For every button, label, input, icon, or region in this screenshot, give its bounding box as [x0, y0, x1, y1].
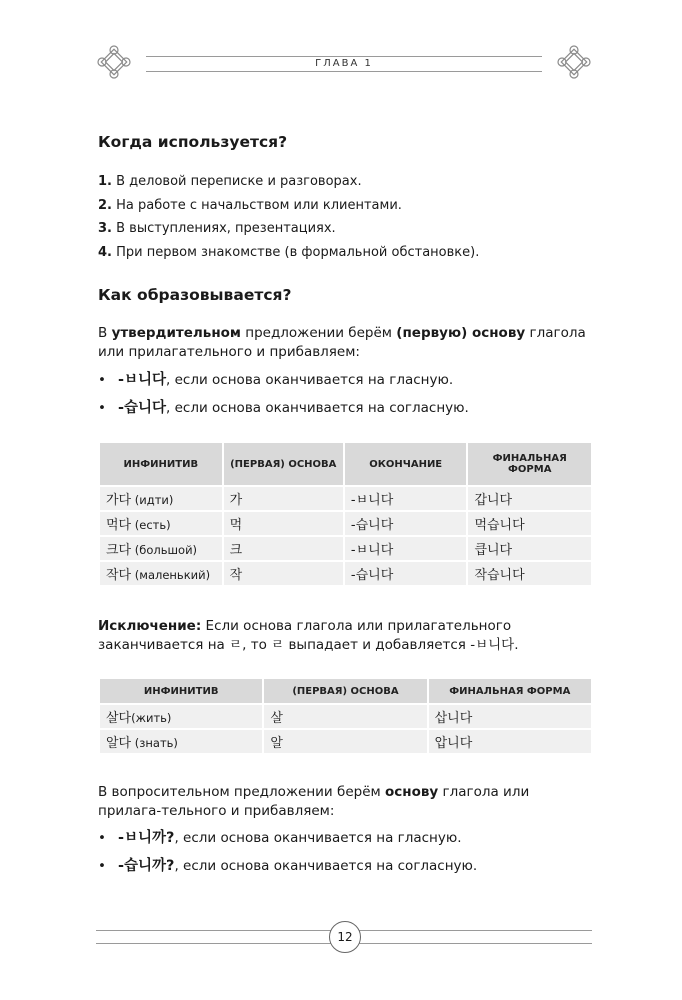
column-header: ИНФИНИТИВ [99, 442, 223, 486]
list-item [98, 194, 593, 218]
stem-cell: 가 [223, 486, 344, 511]
ending-cell: -ㅂ니다 [344, 486, 468, 511]
question-intro [98, 783, 593, 821]
korean-word: 크다 [106, 543, 132, 558]
header-divider-bottom [146, 71, 542, 72]
exception-table [98, 677, 593, 755]
bullet-item [98, 394, 593, 422]
korean-ending: -습니다 [118, 400, 167, 416]
list-item [98, 170, 593, 194]
text: . [514, 637, 519, 653]
translation: (идти) [131, 493, 174, 507]
section-title-formation: Как образовывается? [98, 286, 292, 304]
korean-ending: -ㅂ니까? [118, 830, 175, 846]
column-header: ФИНАЛЬНАЯ ФОРМА [467, 442, 592, 486]
korean-ending: -ㅂ니다 [118, 372, 167, 388]
korean-letter: ㄹ [229, 637, 243, 653]
bullet-text: , если основа оканчивается на согласную. [174, 858, 478, 874]
text: В вопросительном предложении берём [98, 784, 385, 800]
chapter-label: ГЛАВА 1 [315, 58, 373, 69]
item-number: 4. [98, 244, 112, 260]
column-header: (ПЕРВАЯ) ОСНОВА [223, 442, 344, 486]
stem-cell: 먹 [223, 511, 344, 536]
korean-letter: ㄹ [271, 637, 285, 653]
final-form-cell: 압니다 [428, 729, 592, 754]
korean-ending: -습니까? [118, 858, 175, 874]
infinitive-cell [99, 536, 223, 561]
item-number: 1. [98, 174, 112, 189]
item-number: 2. [98, 197, 112, 213]
korean-word: 알다 [106, 736, 132, 751]
korean-word: 살다 [106, 711, 132, 726]
page-number: 12 [329, 921, 361, 953]
bullet-item [98, 824, 593, 852]
infinitive-cell [99, 486, 223, 511]
usage-list [98, 170, 593, 264]
final-form-cell: 갑니다 [467, 486, 592, 511]
stem-cell: 작 [223, 561, 344, 586]
infinitive-cell [99, 729, 263, 754]
ending-cell: -습니다 [344, 511, 468, 536]
text: , то [242, 637, 272, 653]
text: Если основа глагола или прилагательного заканчивается на [98, 618, 512, 653]
table-row [99, 561, 592, 586]
bullet-item [98, 366, 593, 394]
item-text: На работе с начальством или клиентами. [111, 197, 402, 213]
final-form-cell: 큽니다 [467, 536, 592, 561]
text: выпадает и добавляется [284, 637, 471, 653]
stem-cell: 살 [263, 704, 427, 729]
translation: (большой) [131, 543, 198, 557]
text: глагола или прилагательного и прибавляем: [98, 325, 586, 360]
ending-bullets [98, 366, 593, 422]
ending-cell: -습니다 [344, 561, 468, 586]
translation: (жить) [131, 711, 172, 725]
exception-label: Исключение: [98, 618, 202, 634]
final-form-cell: 작습니다 [467, 561, 592, 586]
korean-word: 가다 [106, 493, 132, 508]
table-row [99, 704, 592, 729]
conjugation-table [98, 441, 593, 587]
page-header [96, 42, 592, 82]
question-bullets [98, 824, 593, 880]
bullet-text: , если основа оканчивается на гласную. [166, 372, 454, 388]
korean-word: 작다 [106, 568, 132, 583]
infinitive-cell [99, 511, 223, 536]
korean-word: 먹다 [106, 518, 132, 533]
emphasis: основу [384, 784, 439, 800]
emphasis: утвердительном [111, 325, 241, 341]
infinitive-cell [99, 561, 223, 586]
table-row [99, 511, 592, 536]
emphasis: (первую) основу [396, 325, 526, 341]
infinitive-cell [99, 704, 263, 729]
stem-cell: 알 [263, 729, 427, 754]
knot-ornament-icon [554, 42, 594, 82]
item-text: При первом знакомстве (в формальной обстановке). [111, 244, 480, 260]
section-title-usage: Когда используется? [98, 133, 288, 151]
list-item [98, 241, 593, 265]
text: предложении берём [240, 325, 397, 341]
page-footer [96, 921, 592, 953]
table-row [99, 729, 592, 754]
item-text: В деловой переписке и разговорах. [111, 174, 362, 189]
column-header: ИНФИНИТИВ [99, 678, 263, 704]
table-row [99, 486, 592, 511]
item-text: В выступлениях, презентациях. [111, 221, 336, 236]
column-header: ФИНАЛЬНАЯ ФОРМА [428, 678, 592, 704]
bullet-text: , если основа оканчивается на гласную. [174, 830, 462, 846]
item-number: 3. [98, 221, 112, 236]
final-form-cell: 삽니다 [428, 704, 592, 729]
final-form-cell: 먹습니다 [467, 511, 592, 536]
bullet-text: , если основа оканчивается на согласную. [166, 400, 469, 416]
ending-cell: -ㅂ니다 [344, 536, 468, 561]
column-header: ОКОНЧАНИЕ [344, 442, 468, 486]
formation-intro [98, 324, 593, 362]
text: В [98, 325, 112, 341]
translation: (маленький) [131, 568, 211, 582]
exception-note [98, 617, 593, 655]
bullet-item [98, 852, 593, 880]
list-item [98, 217, 593, 241]
text: глагола или прилага-тельного и прибавляем: [98, 784, 530, 819]
column-header: (ПЕРВАЯ) ОСНОВА [263, 678, 427, 704]
table-row [99, 536, 592, 561]
korean-ending: -ㅂ니다 [470, 637, 515, 653]
translation: (знать) [131, 736, 178, 750]
translation: (есть) [131, 518, 171, 532]
stem-cell: 크 [223, 536, 344, 561]
